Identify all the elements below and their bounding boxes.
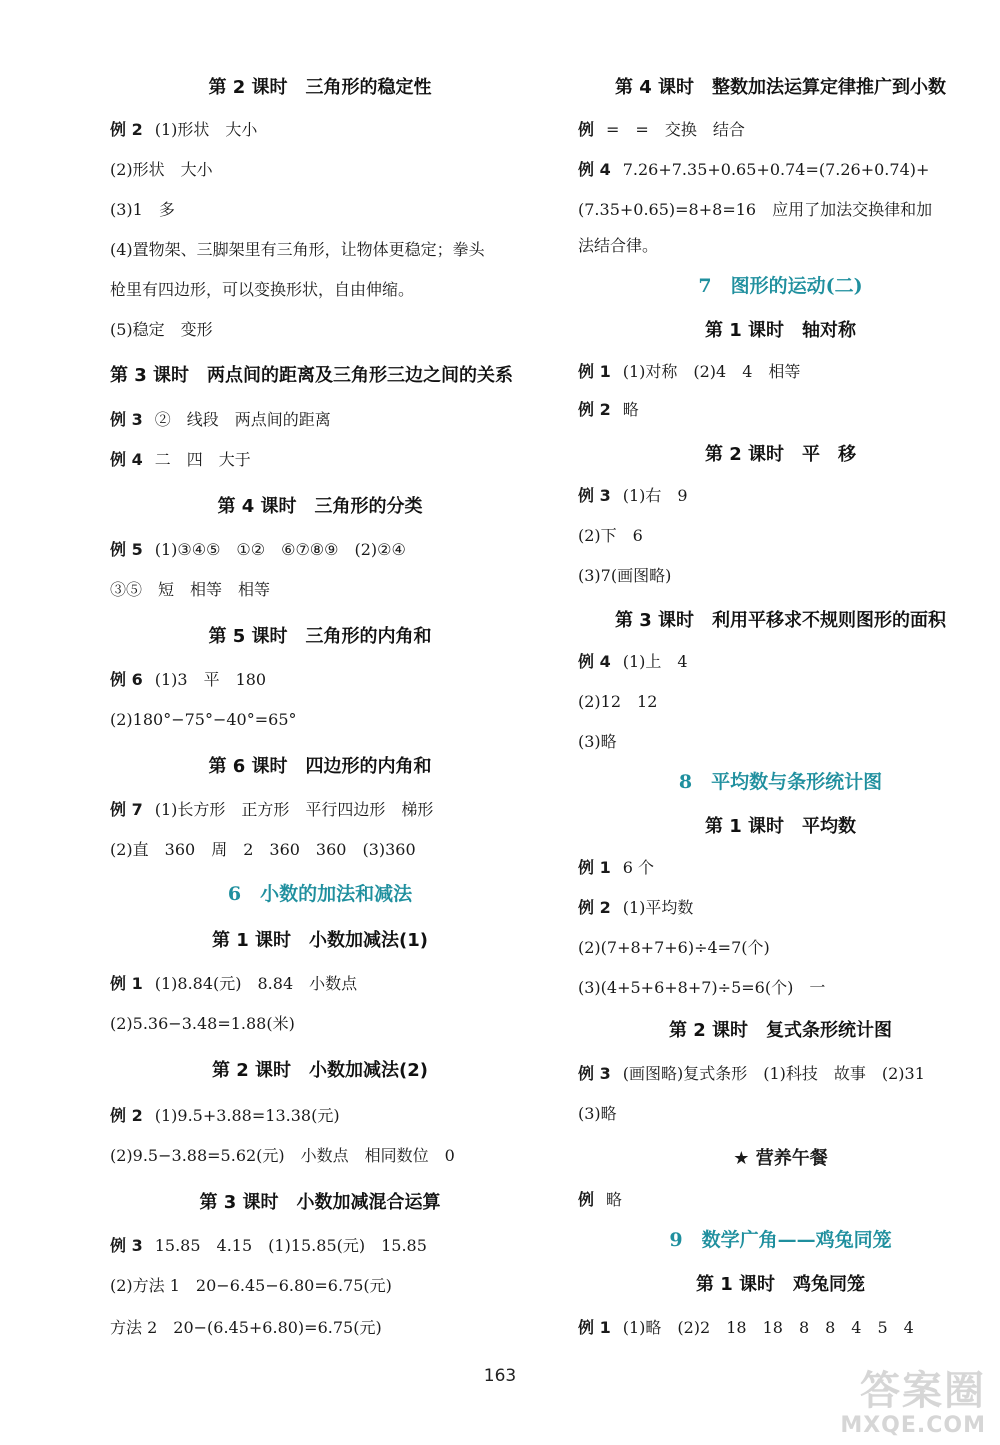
watermark — [840, 1368, 986, 1438]
lesson-heading: 第 1 课时 鸡兔同笼 — [695, 1274, 866, 1295]
example-label: 例 3 — [110, 1236, 143, 1255]
answer-line — [578, 1188, 983, 1212]
lesson-heading: 第 4 课时 整数加法运算定律推广到小数 — [614, 77, 947, 98]
page-number: 163 — [483, 1366, 517, 1386]
answer-text: 略 — [622, 400, 639, 419]
answer-text: (1)平均数 — [622, 898, 694, 917]
answer-line — [110, 198, 530, 222]
lesson-heading: 第 5 课时 三角形的内角和 — [208, 626, 432, 647]
answer-text: (7.35+0.65)=8+8=16 应用了加法交换律和加 — [578, 200, 933, 219]
answer-text: (2)直 360 周 2 360 360 (3)360 — [110, 840, 416, 859]
example-label: 例 3 — [110, 410, 143, 429]
answer-text: (2)5.36−3.48=1.88(米) — [110, 1014, 295, 1033]
answer-text: 15.85 4.15 (1)15.85(元) 15.85 — [154, 1236, 427, 1255]
example-label: 例 6 — [110, 670, 143, 689]
answer-line — [578, 936, 983, 960]
answer-line — [110, 838, 530, 862]
example-label: 例 7 — [110, 800, 143, 819]
answer-text: 法结合律。 — [578, 236, 659, 255]
answer-line — [110, 278, 530, 302]
chapter-title: 8 平均数与条形统计图 — [678, 771, 883, 793]
answer-line — [110, 448, 530, 472]
answer-text: (3)1 多 — [110, 200, 175, 219]
answer-text: (2)下 6 — [578, 526, 643, 545]
example-label: 例 1 — [578, 362, 611, 381]
answer-line — [110, 798, 530, 822]
example-label: 例 — [578, 1190, 595, 1209]
answer-text: (3)7(画图略) — [578, 566, 672, 585]
answer-text: ② 线段 两点间的距离 — [154, 410, 331, 429]
answer-line — [110, 972, 530, 996]
answer-line — [578, 524, 983, 548]
lesson-heading: 第 2 课时 三角形的稳定性 — [208, 77, 432, 98]
answer-text: 方法 2 20−(6.45+6.80)=6.75(元) — [110, 1318, 382, 1337]
answer-line — [578, 1316, 983, 1340]
lesson-heading: 第 1 课时 小数加减法(1) — [211, 930, 429, 951]
answer-line — [578, 564, 983, 588]
answer-line — [578, 360, 983, 384]
example-label: 例 2 — [110, 120, 143, 139]
example-label: 例 4 — [578, 652, 611, 671]
example-label: 例 4 — [578, 160, 611, 179]
answer-text: (1)9.5+3.88=13.38(元) — [154, 1106, 340, 1125]
lesson-heading: 第 1 课时 平均数 — [704, 816, 857, 837]
answer-line — [578, 896, 983, 920]
answer-text: = = 交换 结合 — [606, 120, 745, 139]
lesson-heading: 第 2 课时 复式条形统计图 — [668, 1020, 893, 1041]
answer-text: (1)对称 (2)4 4 相等 — [622, 362, 801, 381]
answer-line — [578, 484, 983, 508]
answer-text: 7.26+7.35+0.65+0.74=(7.26+0.74)+ — [622, 160, 930, 179]
answer-text: (1)长方形 正方形 平行四边形 梯形 — [154, 800, 434, 819]
answer-text: (1)形状 大小 — [154, 120, 258, 139]
answer-line — [578, 398, 983, 422]
example-label: 例 4 — [110, 450, 143, 469]
answer-line — [578, 158, 983, 182]
answer-line — [578, 1062, 983, 1086]
answer-line — [578, 690, 983, 714]
lesson-heading: 第 3 课时 利用平移求不规则图形的面积 — [614, 610, 947, 631]
answer-line — [110, 668, 530, 692]
lesson-heading: 第 2 课时 小数加减法(2) — [211, 1060, 429, 1081]
section-heading-star: ★ 营养午餐 — [733, 1148, 828, 1169]
answer-text: (2)(7+8+7+6)÷4=7(个) — [578, 938, 770, 957]
answer-line — [578, 856, 983, 880]
example-label: 例 1 — [578, 858, 611, 877]
lesson-heading: 第 1 课时 轴对称 — [704, 320, 857, 341]
answer-text: (4)置物架、三脚架里有三角形，让物体更稳定；拳头 — [110, 240, 485, 259]
example-label: 例 5 — [110, 540, 143, 559]
example-label: 例 2 — [578, 400, 611, 419]
chapter-title: 7 图形的运动(二) — [698, 275, 863, 297]
answer-text: ③⑤ 短 相等 相等 — [110, 580, 271, 599]
example-label: 例 3 — [578, 486, 611, 505]
answer-line — [110, 318, 530, 342]
answer-text: (3)(4+5+6+8+7)÷5=6(个) 一 — [578, 978, 826, 997]
answer-line — [110, 1316, 530, 1340]
example-label: 例 1 — [110, 974, 143, 993]
answer-line — [578, 730, 983, 754]
answer-text: (2)方法 1 20−6.45−6.80=6.75(元) — [110, 1276, 392, 1295]
answer-line — [578, 1102, 983, 1126]
answer-line — [110, 1104, 530, 1128]
example-label: 例 1 — [578, 1318, 611, 1337]
lesson-heading: 第 3 课时 小数加减混合运算 — [199, 1192, 441, 1213]
answer-text: 略 — [606, 1190, 623, 1209]
answer-line — [110, 158, 530, 182]
answer-text: (3)略 — [578, 1104, 617, 1123]
answer-text: (1)3 平 180 — [154, 670, 267, 689]
answer-line — [110, 1144, 530, 1168]
answer-line — [110, 1012, 530, 1036]
example-label: 例 — [578, 120, 595, 139]
answer-text: (2)180°−75°−40°=65° — [110, 710, 297, 729]
answer-text: (1)右 9 — [622, 486, 688, 505]
answer-text: (2)12 12 — [578, 692, 658, 711]
answer-text: (3)略 — [578, 732, 617, 751]
watermark-url: MXQE.COM — [840, 1413, 986, 1438]
answer-text: (画图略)复式条形 (1)科技 故事 (2)31 — [622, 1064, 925, 1083]
answer-text: (5)稳定 变形 — [110, 320, 213, 339]
answer-line — [110, 578, 530, 602]
answer-text: (1)上 4 — [622, 652, 688, 671]
answer-line — [578, 976, 983, 1000]
lesson-heading: 第 2 课时 平 移 — [704, 444, 857, 465]
answer-line — [578, 650, 983, 674]
example-label: 例 2 — [578, 898, 611, 917]
answer-text: (1)③④⑤ ①② ⑥⑦⑧⑨ (2)②④ — [154, 540, 406, 559]
answer-line — [110, 238, 530, 262]
answer-line — [578, 234, 983, 258]
chapter-title: 9 数学广角——鸡兔同笼 — [669, 1229, 892, 1251]
answer-text: (2)9.5−3.88=5.62(元) 小数点 相同数位 0 — [110, 1146, 455, 1165]
answer-text: (2)形状 大小 — [110, 160, 213, 179]
watermark-logo-text: 答案圈 — [860, 1368, 986, 1414]
answer-line — [110, 118, 530, 142]
example-label: 例 3 — [578, 1064, 611, 1083]
answer-line — [110, 1274, 530, 1298]
answer-line — [578, 118, 983, 142]
answer-line — [110, 538, 530, 562]
example-label: 例 2 — [110, 1106, 143, 1125]
lesson-heading: 第 6 课时 四边形的内角和 — [208, 756, 432, 777]
answer-text: 枪里有四边形，可以变换形状，自由伸缩。 — [110, 280, 415, 299]
answer-line — [110, 1234, 530, 1258]
answer-text: (1)略 (2)2 18 18 8 8 4 5 4 — [622, 1318, 914, 1337]
answer-text: (1)8.84(元) 8.84 小数点 — [154, 974, 358, 993]
chapter-title: 6 小数的加法和减法 — [227, 883, 413, 905]
answer-text: 6 个 — [622, 858, 654, 877]
lesson-heading: 第 3 课时 两点间的距离及三角形三边之间的关系 — [110, 365, 514, 386]
answer-line — [110, 408, 530, 432]
lesson-heading: 第 4 课时 三角形的分类 — [217, 496, 423, 517]
answer-line — [110, 708, 530, 732]
answer-line — [578, 198, 983, 222]
answer-text: 二 四 大于 — [154, 450, 251, 469]
